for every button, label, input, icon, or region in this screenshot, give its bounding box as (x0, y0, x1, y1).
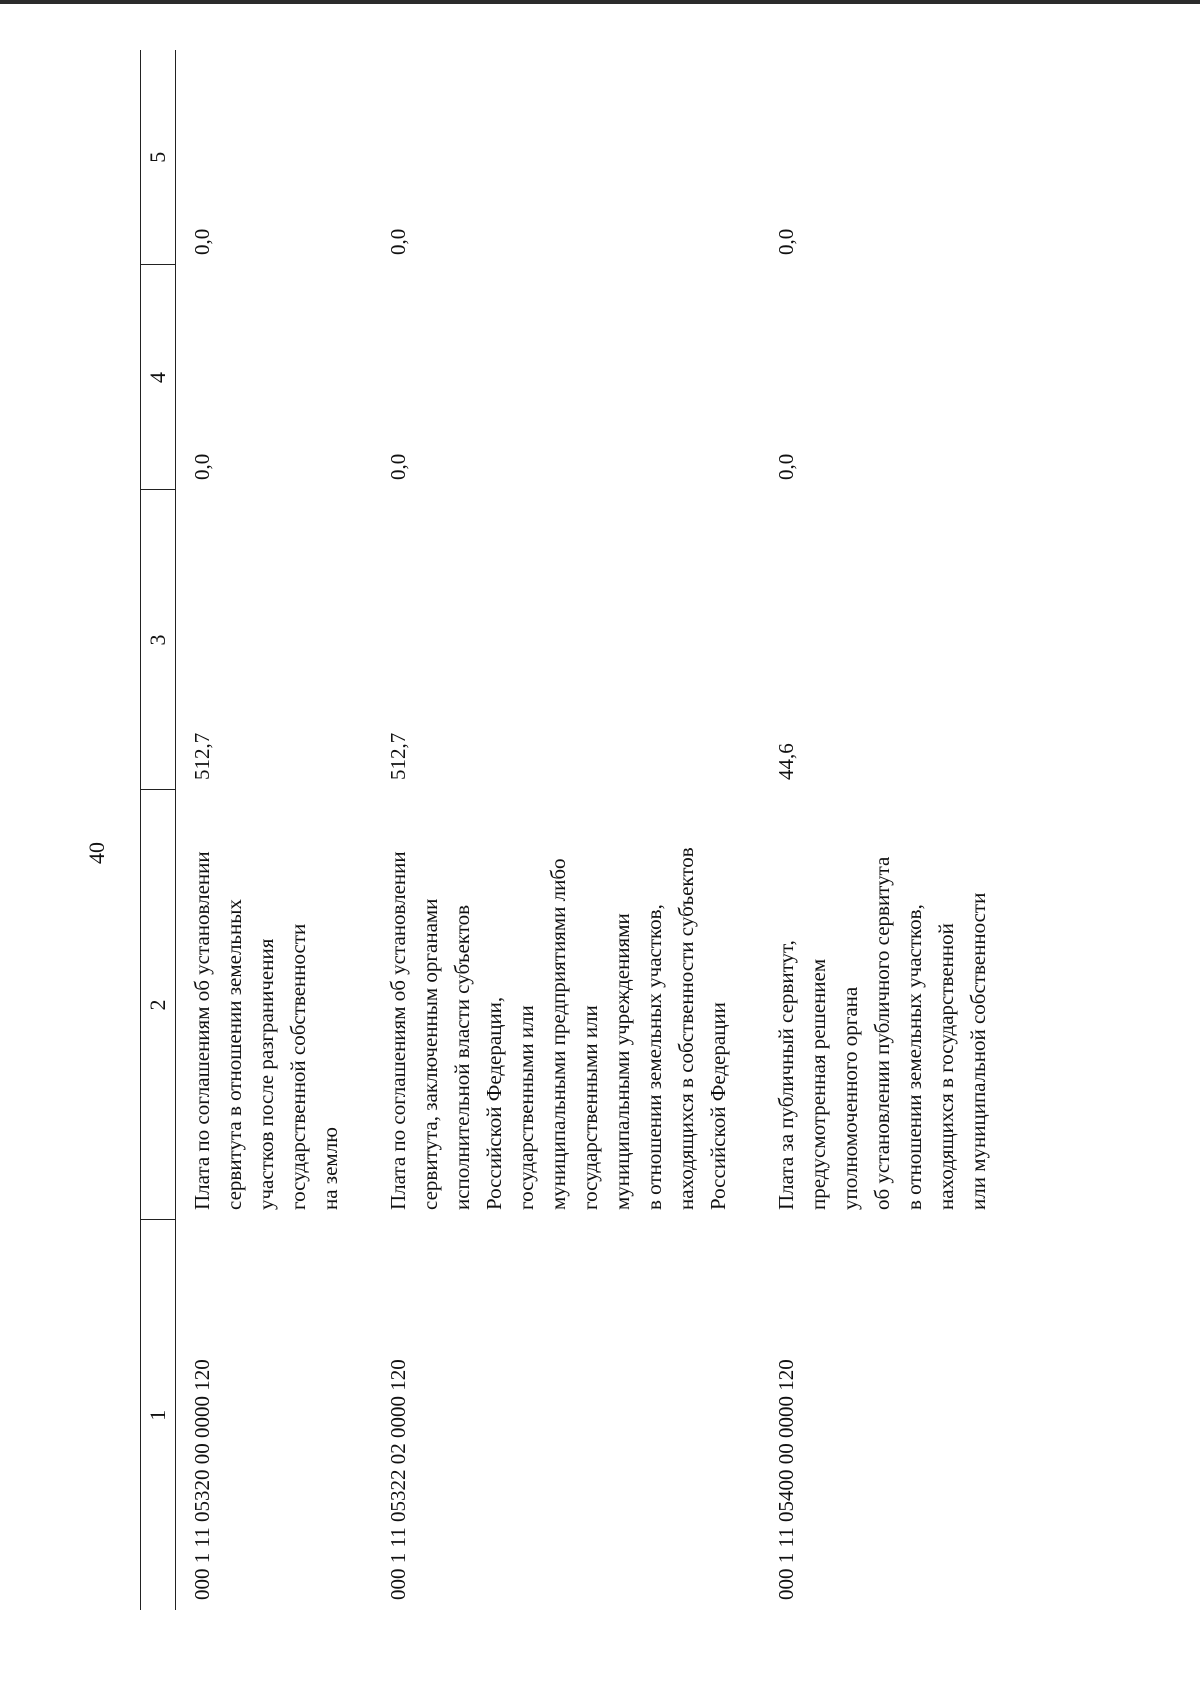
revenue-name-line: Плата по соглашениям об установлении (386, 851, 410, 1210)
revenue-name-line: в отношении земельных участков, (902, 904, 926, 1210)
scan-edge (0, 0, 1200, 4)
table-row (360, 50, 748, 1610)
value-col-5: 0,0 (386, 228, 410, 255)
revenue-name-line: находящихся в государственной (934, 923, 958, 1210)
table-header-row (141, 50, 176, 1610)
revenue-name-line: или муниципальной собственности (966, 892, 990, 1210)
revenue-name-line: сервитута в отношении земельных (222, 899, 246, 1210)
value-col-3: 512,7 (386, 732, 410, 780)
revenue-code: 000 1 11 05320 00 0000 120 (190, 1359, 214, 1600)
revenue-name-line: исполнительной власти субъектов (450, 904, 474, 1210)
value-col-4: 0,0 (386, 453, 410, 480)
revenue-name (748, 790, 1008, 1220)
rotated-table-container (140, 50, 990, 1610)
value-col-3: 44,6 (774, 743, 798, 780)
revenue-name-line: Российской Федерации (706, 1002, 730, 1210)
table-row (176, 50, 361, 1610)
revenue-name-line: муниципальными учреждениями (610, 913, 634, 1210)
revenue-name-line: Плата за публичный сервитут, (774, 940, 798, 1210)
value-col-3: 512,7 (190, 732, 214, 780)
revenue-name-line: сервитута, заключенным органами (418, 898, 442, 1210)
revenue-name-line: уполномоченного органа (838, 986, 862, 1210)
value-col-5: 0,0 (190, 228, 214, 255)
revenue-name-line: об установлении публичного сервитута (870, 856, 894, 1210)
revenue-name (360, 790, 748, 1220)
revenue-name-line: государственными или (578, 1005, 602, 1210)
revenue-name-line: Плата по соглашениям об установлении (190, 851, 214, 1210)
revenue-name-line: участков после разграничения (254, 938, 278, 1210)
revenue-code: 000 1 11 05322 02 0000 120 (386, 1359, 410, 1600)
revenue-name-line: Российской Федерации, (482, 996, 506, 1210)
table-row (748, 50, 1008, 1610)
revenue-name-line: находящихся в собственности субъектов (674, 847, 698, 1210)
revenue-table (140, 50, 1008, 1610)
value-col-4: 0,0 (774, 453, 798, 480)
revenue-name-line: в отношении земельных участков, (642, 904, 666, 1210)
column-header-3: 3 (141, 490, 176, 790)
page-number: 40 (84, 842, 109, 864)
column-header-5: 5 (141, 50, 176, 265)
column-header-2: 2 (141, 790, 176, 1220)
revenue-name-line: государственной собственности (286, 923, 310, 1210)
revenue-name-line: предусмотренная решением (806, 958, 830, 1210)
column-header-1: 1 (141, 1220, 176, 1610)
revenue-code: 000 1 11 05400 00 0000 120 (774, 1359, 798, 1600)
revenue-name-line: муниципальными предприятиями либо (546, 858, 570, 1210)
column-header-4: 4 (141, 265, 176, 490)
revenue-name (176, 790, 361, 1220)
value-col-4: 0,0 (190, 453, 214, 480)
revenue-name-line: на землю (318, 1127, 342, 1210)
revenue-name-line: государственными или (514, 1005, 538, 1210)
value-col-5: 0,0 (774, 228, 798, 255)
